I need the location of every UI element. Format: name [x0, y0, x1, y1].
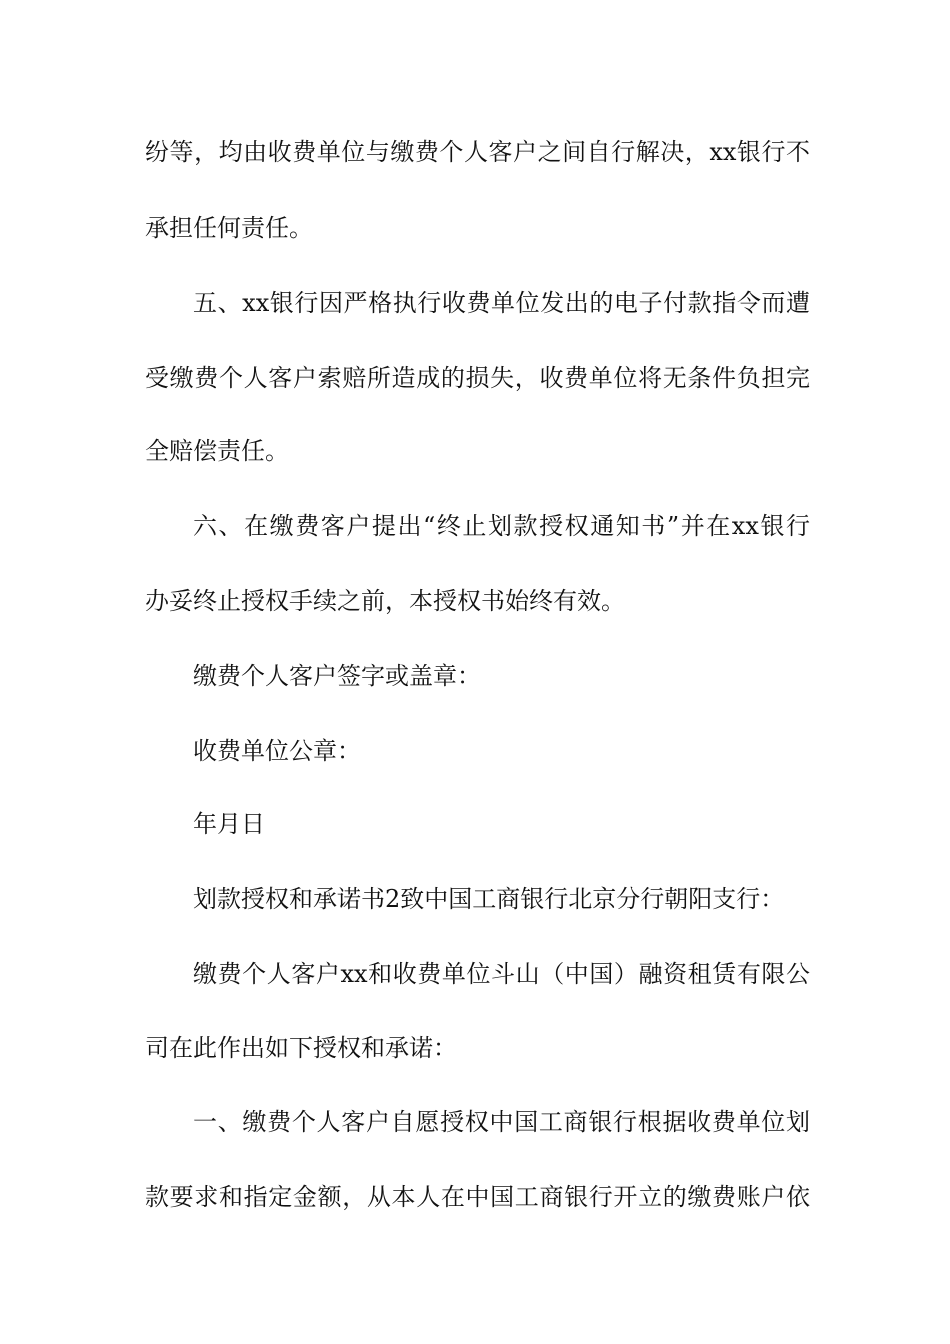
paragraph-line: 款要求和指定金额，从本人在中国工商银行开立的缴费账户依	[145, 1183, 810, 1211]
paragraph-line: 六、在缴费客户提出“终止划款授权通知书”并在xx银行	[193, 512, 810, 540]
paragraph-line: 纷等，均由收费单位与缴费个人客户之间自行解决，xx银行不	[145, 138, 810, 166]
paragraph-line: 承担任何责任。	[145, 214, 313, 242]
signature-line: 缴费个人客户签字或盖章：	[193, 662, 481, 690]
paragraph-line: 受缴费个人客户索赔所造成的损失，收费单位将无条件负担完	[145, 364, 810, 392]
paragraph-line: 一、缴费个人客户自愿授权中国工商银行根据收费单位划	[193, 1108, 810, 1136]
paragraph-line: 办妥终止授权手续之前，本授权书始终有效。	[145, 587, 625, 615]
paragraph-line: 五、xx银行因严格执行收费单位发出的电子付款指令而遭	[193, 289, 810, 317]
paragraph-line: 司在此作出如下授权和承诺：	[145, 1034, 457, 1062]
date-line: 年月日	[193, 810, 265, 838]
seal-line: 收费单位公章：	[193, 737, 361, 765]
section-heading: 划款授权和承诺书2致中国工商银行北京分行朝阳支行：	[193, 885, 785, 913]
paragraph-line: 缴费个人客户xx和收费单位斗山（中国）融资租赁有限公	[193, 960, 810, 988]
paragraph-line: 全赔偿责任。	[145, 437, 289, 465]
